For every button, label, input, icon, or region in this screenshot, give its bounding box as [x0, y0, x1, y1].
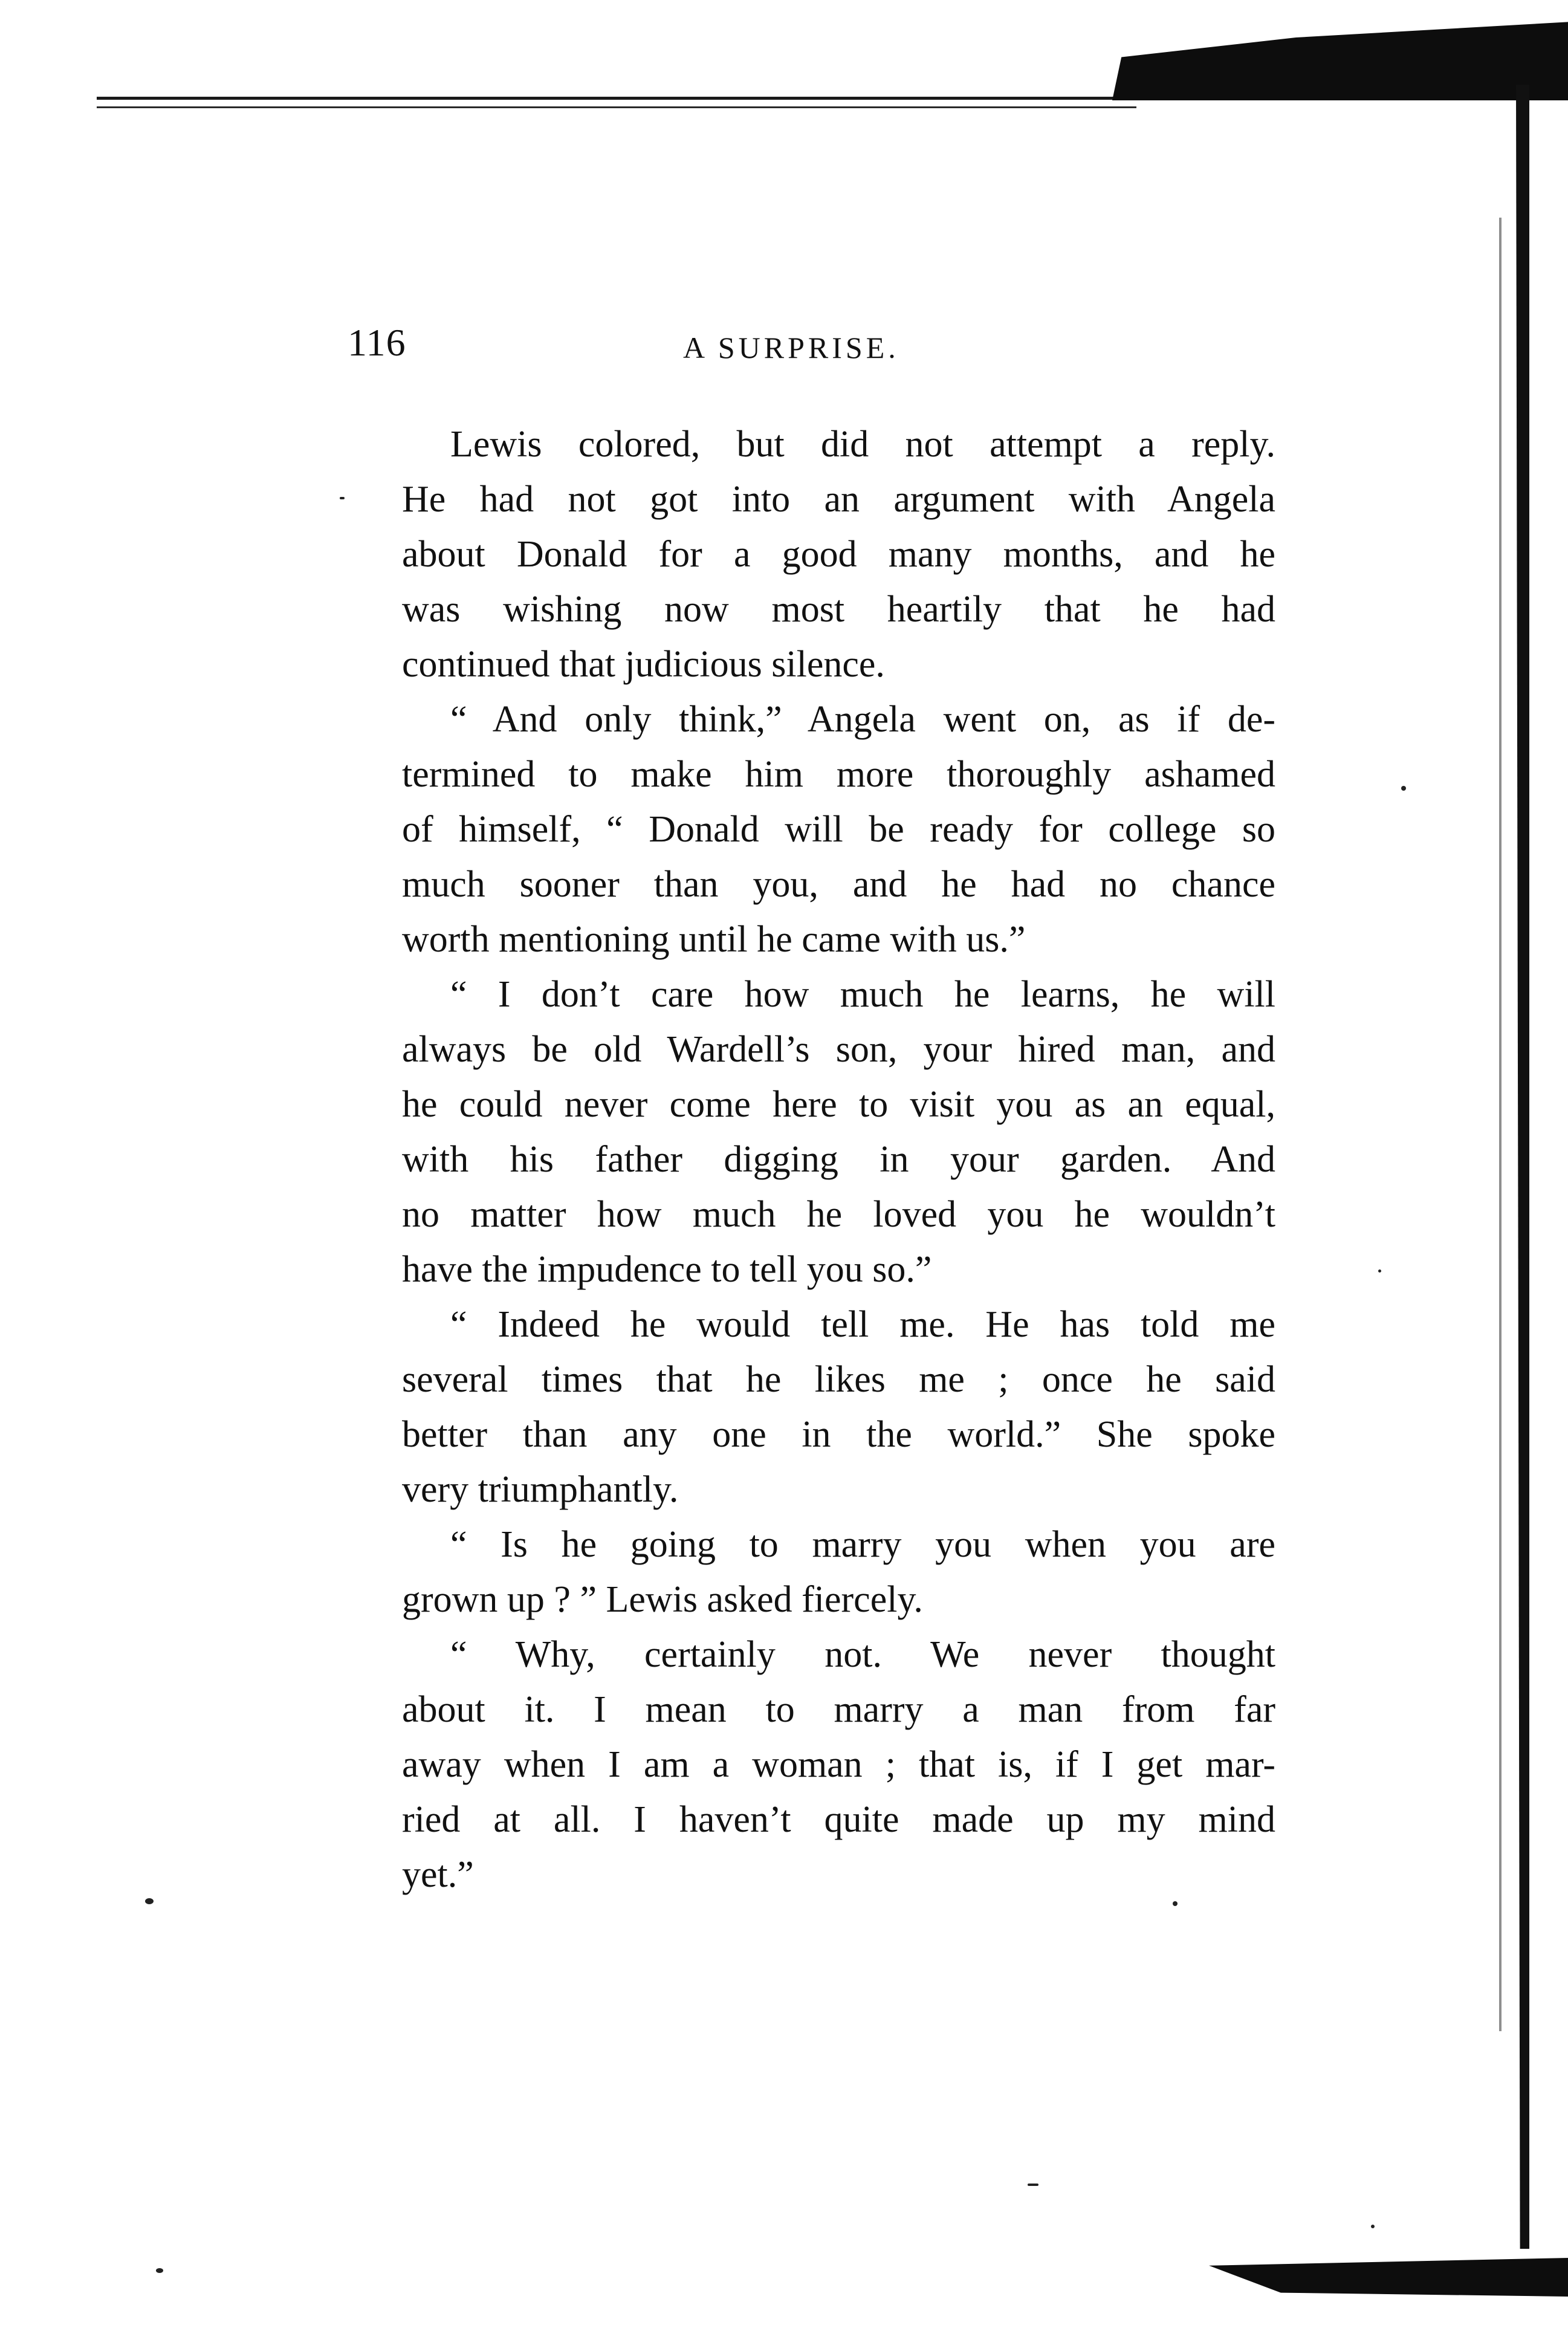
paragraph: [354, 692, 1275, 967]
text-line: of himself, “ Donald will be ready for college so: [402, 809, 1275, 850]
text-line: about Donald for a good many months, and he: [402, 534, 1275, 575]
text-line: about it. I mean to marry a man from far: [402, 1689, 1275, 1730]
scan-speck: [1371, 2225, 1375, 2228]
paragraph: [354, 417, 1275, 692]
body-text: [354, 417, 1275, 1902]
scan-speck: [145, 1898, 154, 1904]
text-line: much sooner than you, and he had no chance: [402, 864, 1275, 905]
top-rule-line: [97, 97, 1124, 100]
top-rule-line-secondary: [97, 106, 1136, 108]
paragraph: [354, 1297, 1275, 1517]
text-line: termined to make him more thoroughly ashamed: [402, 754, 1275, 795]
text-line: with his father digging in your garden. And: [402, 1139, 1275, 1180]
text-line: he could never come here to visit you as an equal,: [402, 1084, 1275, 1125]
paragraph: [354, 1627, 1275, 1902]
scan-speck: [1401, 786, 1406, 791]
paragraph: [354, 1517, 1275, 1627]
text-line: Lewis colored, but did not attempt a reply.: [450, 424, 1275, 465]
text-line: worth mentioning until he came with us.”: [402, 919, 1026, 960]
running-header: [348, 314, 1254, 369]
scan-speck: [156, 2268, 163, 2273]
text-line: “ And only think,” Angela went on, as if de-: [450, 699, 1275, 740]
text-line: grown up ? ” Lewis asked fiercely.: [402, 1579, 923, 1620]
text-line: was wishing now most heartily that he had: [402, 589, 1275, 630]
text-line: have the impudence to tell you so.”: [402, 1249, 932, 1290]
text-line: yet.”: [402, 1854, 474, 1895]
text-line: “ I don’t care how much he learns, he will: [450, 974, 1275, 1015]
right-edge-shadow: [1516, 85, 1529, 2249]
text-line: always be old Wardell’s son, your hired man, and: [402, 1029, 1275, 1070]
scan-speck: [1028, 2184, 1038, 2186]
right-edge-line: [1499, 218, 1502, 2031]
text-line: no matter how much he loved you he wouldn’t: [402, 1194, 1275, 1235]
top-edge-shadow: [1112, 22, 1568, 100]
bottom-edge-shadow: [1209, 2258, 1568, 2297]
text-line: “ Why, certainly not. We never thought: [450, 1634, 1275, 1675]
scan-speck: [340, 497, 345, 499]
text-line: He had not got into an argument with Angela: [402, 479, 1275, 520]
text-line: away when I am a woman ; that is, if I get mar-: [402, 1744, 1275, 1785]
text-line: continued that judicious silence.: [402, 644, 885, 685]
running-title: A SURPRISE.: [683, 331, 899, 365]
paragraph: [354, 967, 1275, 1297]
text-line: ried at all. I haven’t quite made up my mind: [402, 1799, 1275, 1840]
text-line: “ Is he going to marry you when you are: [450, 1524, 1275, 1565]
text-line: better than any one in the world.” She spoke: [402, 1414, 1275, 1455]
text-line: very triumphantly.: [402, 1469, 679, 1510]
scan-speck: [1378, 1269, 1381, 1273]
page-number: 116: [348, 321, 406, 364]
text-line: “ Indeed he would tell me. He has told me: [450, 1304, 1275, 1345]
text-line: several times that he likes me ; once he said: [402, 1359, 1275, 1400]
